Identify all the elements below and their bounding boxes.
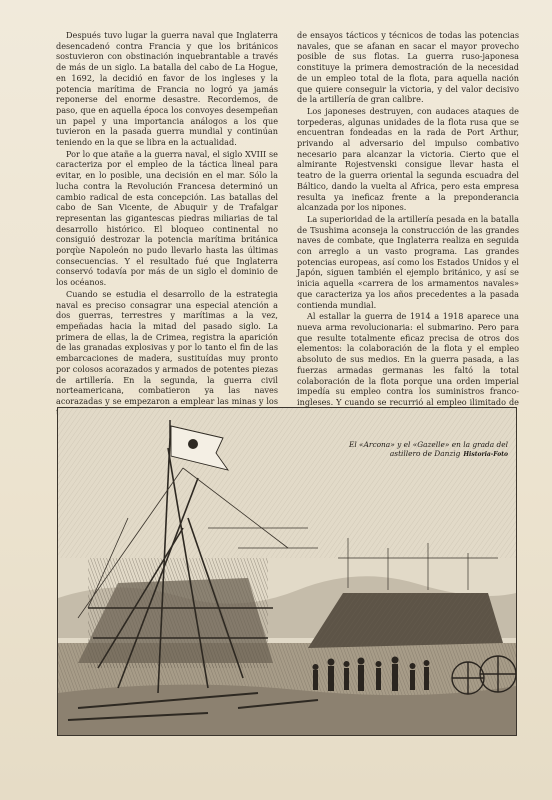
paragraph: Los japoneses destruyen, con audaces ataques de torpederas, algunas unidades de la flota rusa que se encuentran fondeadas en la rada de Port Arthur, privando al adversario del impulso combativo necesario para alcanzar la victoria. Cierto que el almirante Rojestvenski consigue llevar hasta el teatro de la guerra oriental la segunda escuadra del Báltico, dando la vuelta al Africa, pero esta empresa resulta ya ineficaz frente a la preponderancia alcanzada por los nipones. (297, 105, 519, 213)
paragraph: Cuando se estudia el desarrollo de la estrategia naval es preciso consagrar una especial atención a dos guerras, terrestres y marítimas a la vez, empeñadas hacia la mitad del pasado siglo. La primera de ellas, la de Crimea, registra la aparición de las granadas explosivas y por lo tanto el fin de las embarcaciones de madera, sustituídas muy pronto por colosos acorazados y armados de potentes piezas de artillería. En la segunda, la guerra civil norteamericana, combatieron ya las naves acorazadas y se empezaron a emplear las minas y los (56, 288, 278, 406)
caption-text: El «Arcona» y el «Gazelle» en la grada del astillero de Danzig (348, 440, 508, 458)
text-column-right (297, 30, 519, 418)
figure-caption (348, 440, 508, 459)
paragraph: La superioridad de la artillería pesada en la batalla de Tsushima aconseja la construcción de las grandes naves de combate, que Inglaterra realiza en seguida con arreglo a un vasto programa. Las grandes potencias europeas, así como los Estados Unidos y el Japón, siguen también el ejemplo británico, y así se inicia aquella «carrera de los armamentos navales» que caracteriza ya los años precedentes a la pasada contienda mundial. (297, 213, 519, 310)
paragraph: de ensayos tácticos y técnicos de todas las potencias navales, que se afanan en sacar el mayor provecho posible de sus flotas. La guerra ruso-japonesa constituye la primera demostración de la necesidad de un empleo total de la flota, para aquella nación que quiere conseguir la victoria, y del valor decisivo de la artillería de gran calibre. (297, 30, 519, 105)
paragraph: Al estallar la guerra de 1914 a 1918 aparece una nueva arma revolucionaria: el submarino. Pero para que resulte totalmente eficaz precisa de otros dos elementos: la colaboración de la flota y el empleo absoluto de sus medios. En la guerra pasada, a las fuerzas armadas germanas les faltó la total colaboración de la flota porque una orden imperial impedía su empleo contra los suministros franco-ingleses. Y cuando se recurrió al empleo ilimitado de (297, 311, 519, 407)
text-column-left (56, 30, 278, 429)
photo-credit: Historia-Foto (463, 451, 508, 458)
paragraph: Por lo que atañe a la guerra naval, el siglo XVIII se caracteriza por el empleo de la táctica lineal para evitar, en lo posible, una decisión en el mar. Sólo la lucha contra la Revolución Francesa determinó un cambio radical de esta concepción. Las batallas del cabo de San Vicente, de Abuquir y de Trafalgar representan las gigantescas piedras miliarias de tal desarrollo histórico. El bloqueo continental no consiguió destrozar la potencia marítima británica porqùe Napoleón no pudo llevarlo hasta las últimas consecuencias. Y el resultado fué que Inglaterra conservó todavía por más de un siglo el dominio de los océanos. (56, 148, 278, 288)
paragraph: Después tuvo lugar la guerra naval que Inglaterra desencadenó contra Francia y que los británicos sostuvieron con obstinación inquebrantable a través de más de un siglo. La batalla del cabo de La Hogue, en 1692, la decidió en favor de los ingleses y la potencia marítima de Francia no logró ya jamás reponerse del enorme desastre. Recordemos, de paso, que en aquella época los convoyes desempeñan un papel y una importancia análogos a los que tuvieron en la pasada guerra mundial y continúan teniendo en la que se libra en la actualidad. (56, 30, 278, 148)
